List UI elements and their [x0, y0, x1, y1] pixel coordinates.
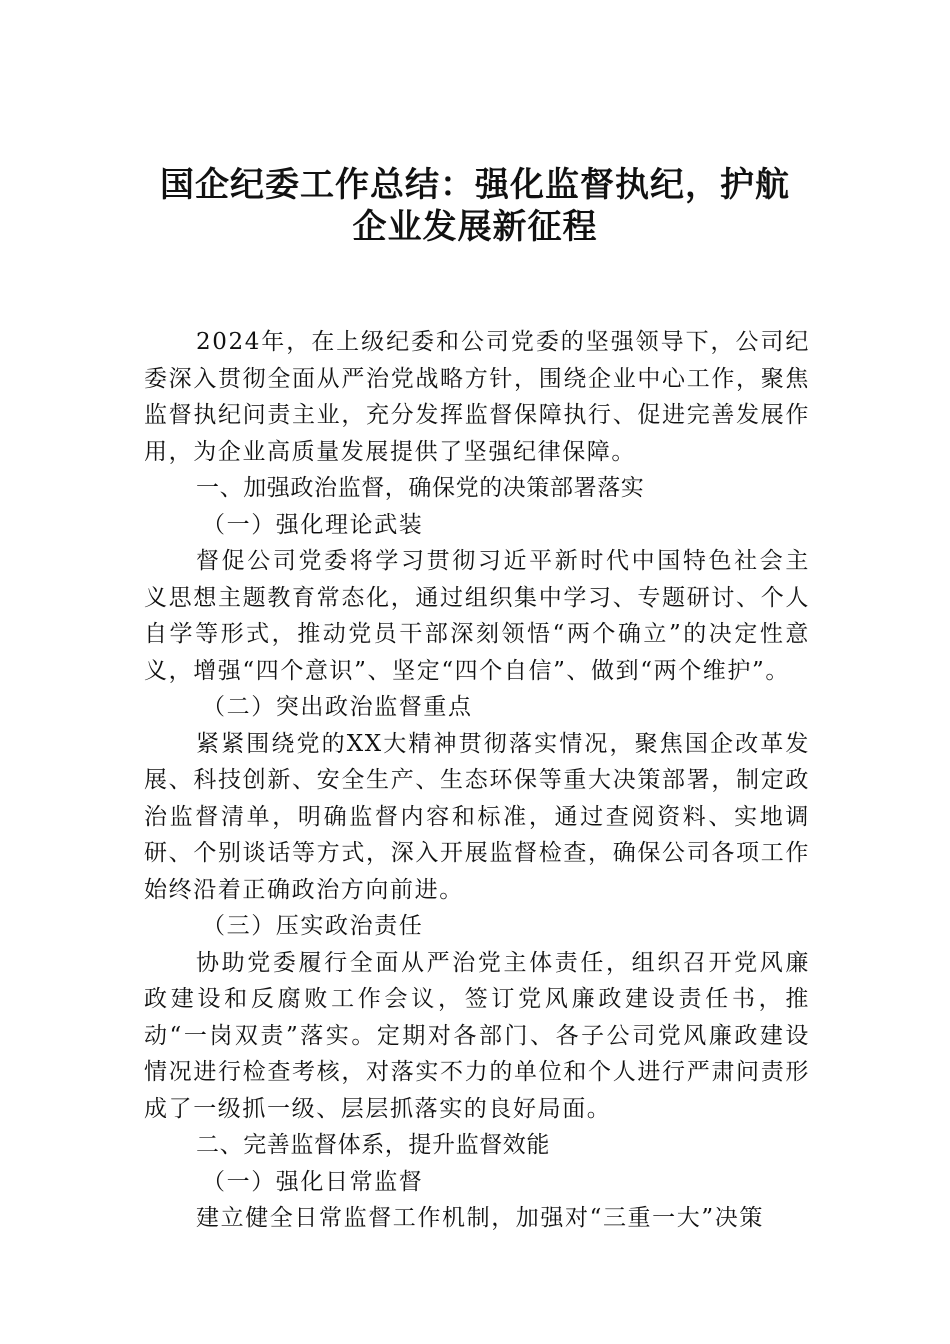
section-1-sub-1-heading: （一）强化理论武装: [202, 511, 424, 538]
document-body: [144, 324, 810, 1237]
section-2-heading: 二、完善监督体系，提升监督效能: [196, 1132, 550, 1158]
document-title-line-2: 企业发展新征程: [352, 207, 598, 247]
section-1-sub-3-heading: （三）压实政治责任: [202, 913, 424, 939]
intro-paragraph: 2024年，在上级纪委和公司党委的坚强领导下，公司纪委深入贯彻全面从严治党战略方针，围绕企业中心工作，聚焦监督执纪问责主业，充分发挥监督保障执行、促进完善发展作用，为企业高质量发展提供了坚强纪律保障。: [144, 329, 810, 465]
section-1-sub-1-paragraph: 督促公司党委将学习贯彻习近平新时代中国特色社会主义思想主题教育常态化，通过组织集中学习、专题研讨、个人自学等形式，推动党员干部深刻领悟“两个确立”的决定性意义，增强“四个意识”、坚定“四个自信”、做到“两个维护”。: [144, 548, 810, 684]
section-1-heading: 一、加强政治监督，确保党的决策部署落实: [196, 475, 645, 501]
section-1-sub-2-heading: （二）突出政治监督重点: [202, 694, 473, 720]
document-title-line-1: 国企纪委工作总结：强化监督执纪，护航: [160, 165, 790, 205]
section-2-sub-1-paragraph: 建立健全日常监督工作机制，加强对“三重一大”决策: [196, 1205, 764, 1231]
section-2-sub-1-heading: （一）强化日常监督: [202, 1168, 424, 1195]
section-1-sub-2-paragraph: 紧紧围绕党的XX大精神贯彻落实情况，聚焦国企改革发展、科技创新、安全生产、生态环保等重大决策部署，制定政治监督清单，明确监督内容和标准，通过查阅资料、实地调研、个别谈话等方式，深入开展监督检查，确保公司各项工作始终沿着正确政治方向前进。: [144, 730, 810, 903]
section-1-sub-3-paragraph: 协助党委履行全面从严治党主体责任，组织召开党风廉政建设和反腐败工作会议，签订党风廉政建设责任书，推动“一岗双责”落实。定期对各部门、各子公司党风廉政建设情况进行检查考核，对落实不力的单位和个人进行严肃问责形成了一级抓一级、层层抓落实的良好局面。: [144, 949, 810, 1122]
